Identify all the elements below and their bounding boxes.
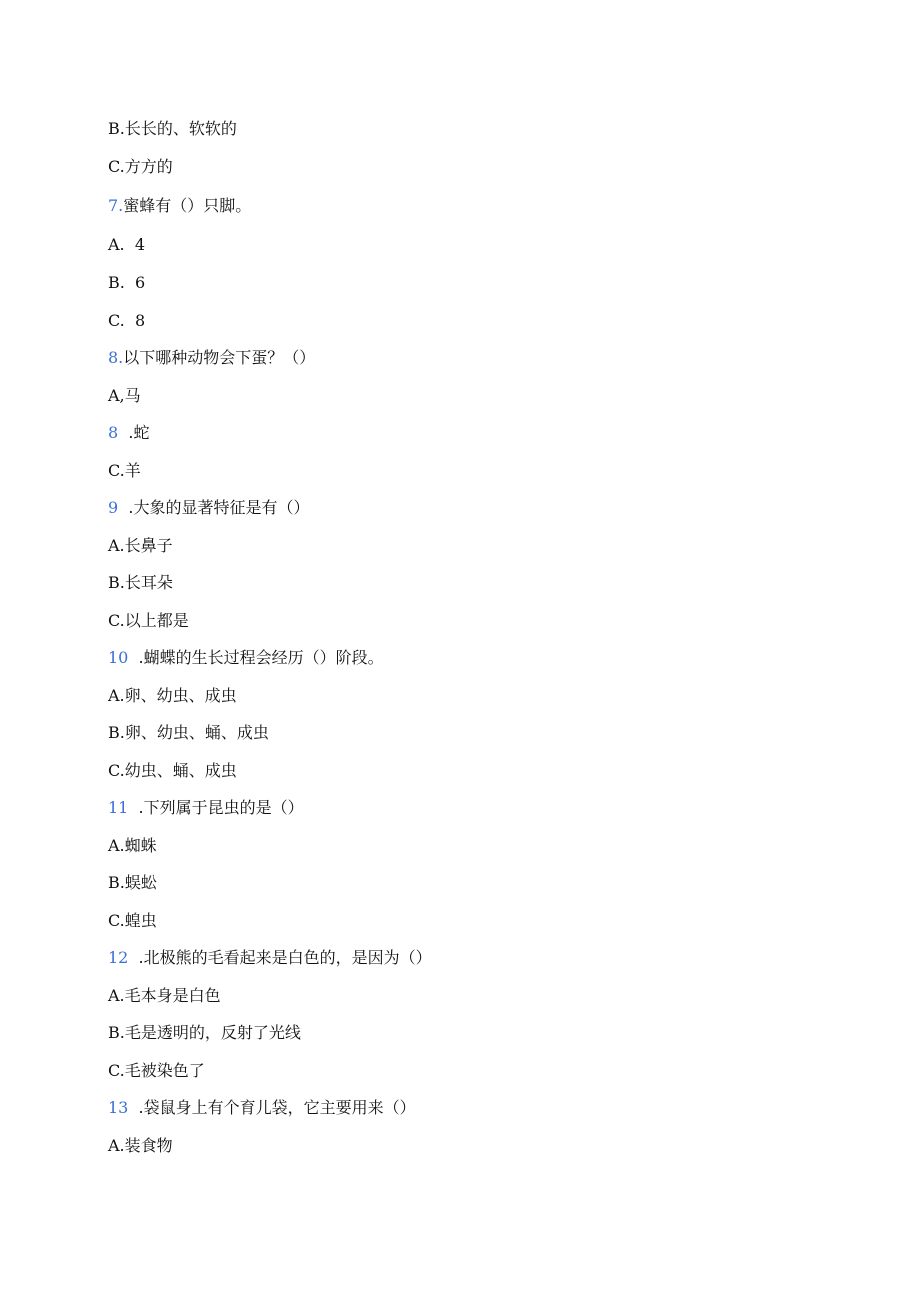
option-prefix: B. — [108, 119, 125, 138]
option-line — [108, 611, 189, 631]
question-line — [108, 1098, 416, 1118]
question-number: 9 — [108, 498, 119, 517]
question-text: 以下哪种动物会下蛋？（） — [123, 348, 316, 367]
question-number: 10 — [108, 648, 129, 667]
option-prefix: C. — [108, 311, 125, 330]
option-text: 蝗虫 — [124, 911, 157, 930]
option-line — [108, 986, 221, 1006]
option-prefix: A. — [108, 686, 125, 705]
option-text: 毛被染色了 — [124, 1061, 205, 1080]
option-text: 6 — [124, 273, 146, 292]
option-prefix: B. — [108, 273, 125, 292]
question-line — [108, 498, 309, 518]
question-text: .下列属于昆虫的是（） — [128, 798, 304, 817]
option-prefix: C. — [108, 611, 125, 630]
option-text: 长鼻子 — [124, 536, 173, 555]
option-line — [108, 536, 173, 556]
option-prefix: A. — [108, 986, 125, 1005]
option-prefix: B. — [108, 723, 125, 742]
option-text: 长耳朵 — [124, 573, 173, 592]
option-line — [108, 573, 173, 593]
option-prefix: C. — [108, 1061, 125, 1080]
option-text: 4 — [124, 235, 145, 254]
question-text: .蛇 — [118, 423, 150, 442]
question-text: .北极熊的毛看起来是白色的，是因为（） — [128, 948, 432, 967]
option-prefix: A, — [108, 386, 125, 405]
option-line — [108, 461, 141, 481]
option-prefix: B. — [108, 873, 125, 892]
option-prefix: C. — [108, 911, 125, 930]
option-line — [108, 235, 145, 255]
option-prefix: B. — [108, 1023, 125, 1042]
option-prefix: C. — [108, 157, 125, 176]
question-text: .蝴蝶的生长过程会经历（）阶段。 — [128, 648, 384, 667]
option-line — [108, 119, 237, 139]
option-line — [108, 723, 269, 743]
option-prefix: C. — [108, 761, 125, 780]
option-prefix: C. — [108, 461, 125, 480]
option-prefix: A. — [108, 836, 125, 855]
option-line — [108, 911, 157, 931]
option-text: 毛本身是白色 — [124, 986, 221, 1005]
question-line — [108, 196, 251, 216]
question-line — [108, 648, 384, 668]
option-line — [108, 873, 157, 893]
question-line — [108, 423, 149, 443]
question-text: 蜜蜂有（）只脚。 — [123, 196, 252, 215]
question-number: 12 — [108, 948, 129, 967]
option-line — [108, 761, 237, 781]
option-prefix: A. — [108, 536, 125, 555]
question-number: 13 — [108, 1098, 129, 1117]
option-text: 以上都是 — [124, 611, 189, 630]
option-line — [108, 386, 141, 406]
option-text: 装食物 — [124, 1136, 173, 1155]
question-number: 8. — [108, 348, 124, 367]
option-prefix: A. — [108, 1136, 125, 1155]
question-line — [108, 798, 304, 818]
option-text: 卵、幼虫、成虫 — [124, 686, 237, 705]
question-line — [108, 948, 432, 968]
question-number: 8 — [108, 423, 119, 442]
option-line — [108, 1136, 173, 1156]
option-line — [108, 273, 145, 293]
option-text: 长长的、软软的 — [124, 119, 237, 138]
option-prefix: A. — [108, 235, 125, 254]
option-line — [108, 1023, 301, 1043]
question-text: .大象的显著特征是有（） — [118, 498, 310, 517]
option-text: 羊 — [124, 461, 141, 480]
option-text: 8 — [124, 311, 146, 330]
option-text: 马 — [124, 386, 141, 405]
option-line — [108, 836, 157, 856]
option-text: 蜘蛛 — [124, 836, 157, 855]
option-text: 毛是透明的，反射了光线 — [124, 1023, 301, 1042]
question-text: .袋鼠身上有个育儿袋，它主要用来（） — [128, 1098, 416, 1117]
option-text: 幼虫、蛹、成虫 — [124, 761, 237, 780]
option-prefix: B. — [108, 573, 125, 592]
option-line — [108, 157, 173, 177]
question-number: 11 — [108, 798, 129, 817]
option-text: 方方的 — [124, 157, 173, 176]
option-text: 蜈蚣 — [124, 873, 157, 892]
option-line — [108, 686, 237, 706]
question-line — [108, 348, 315, 368]
option-line — [108, 311, 145, 331]
question-number: 7. — [108, 196, 124, 215]
option-text: 卵、幼虫、蛹、成虫 — [124, 723, 269, 742]
option-line — [108, 1061, 205, 1081]
